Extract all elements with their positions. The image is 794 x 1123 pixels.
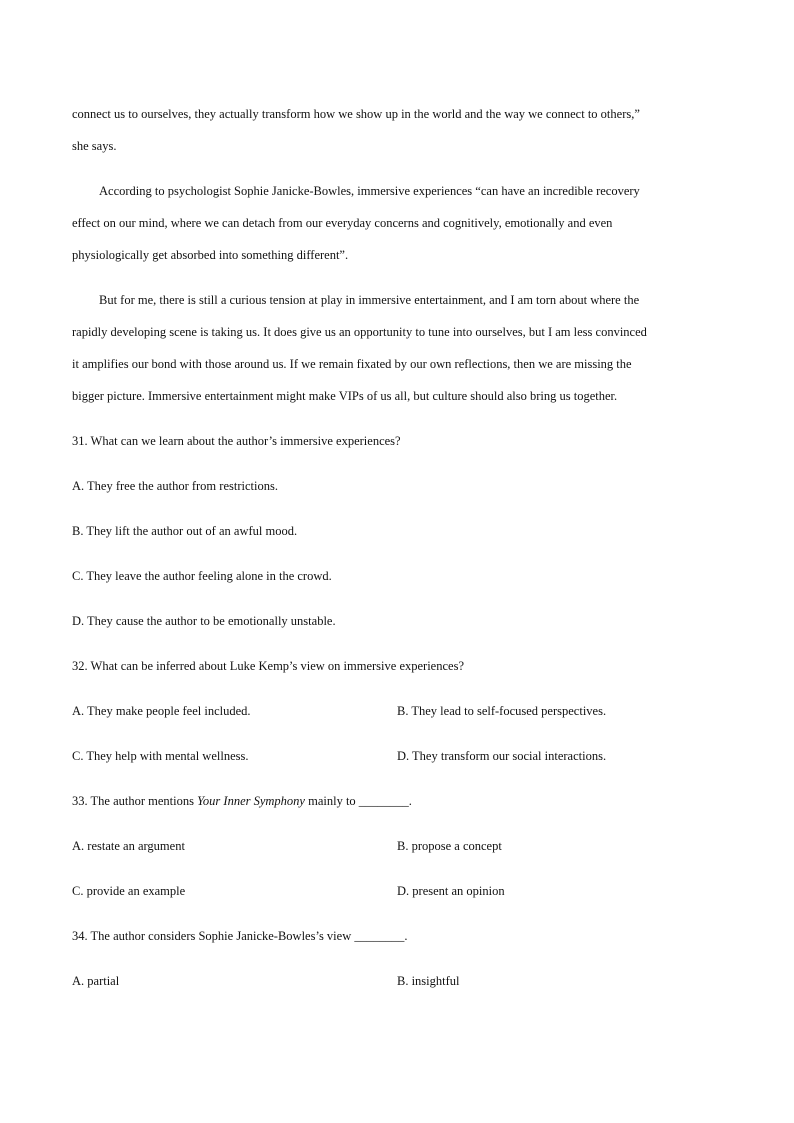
question-33-option-d: D. present an opinion	[397, 884, 505, 898]
passage-paragraph-2	[72, 175, 722, 271]
question-32-option-c: C. They help with mental wellness.	[72, 749, 249, 763]
question-33-option-a: A. restate an argument	[72, 839, 185, 853]
question-31-option-a: A. They free the author from restrictions.	[72, 479, 278, 493]
question-33-option-c: C. provide an example	[72, 884, 186, 898]
question-31-option-d: D. They cause the author to be emotionally unstable.	[72, 614, 336, 628]
question-33-stem	[72, 785, 722, 817]
question-32-option-a: A. They make people feel included.	[72, 704, 251, 718]
question-32-option-b: B. They lead to self-focused perspectives.	[397, 704, 607, 718]
text-line: According to psychologist Sophie Janicke-Bowles, immersive experiences “can have an incredible recovery	[99, 184, 640, 198]
text-line: she says.	[72, 139, 117, 153]
question-33-stem-title: Your Inner Symphony	[197, 794, 305, 808]
question-31-option-c: C. They leave the author feeling alone in the crowd.	[72, 569, 332, 583]
question-33-options-row-1	[72, 830, 722, 862]
question-32-stem: 32. What can be inferred about Luke Kemp’s view on immersive experiences?	[72, 659, 464, 673]
question-33-options-row-2	[72, 875, 722, 907]
question-32-options-row-2	[72, 740, 722, 772]
question-33-stem-prefix: 33. The author mentions	[72, 794, 198, 808]
text-line: connect us to ourselves, they actually transform how we show up in the world and the way we connect to others,”	[72, 107, 640, 121]
text-line: physiologically get absorbed into something different”.	[72, 248, 349, 262]
question-31-stem: 31. What can we learn about the author’s immersive experiences?	[72, 434, 401, 448]
question-32-option-d: D. They transform our social interactions.	[397, 749, 607, 763]
question-34-options-row-1	[72, 965, 722, 997]
text-line: bigger picture. Immersive entertainment might make VIPs of us all, but culture should also bring us together.	[72, 389, 618, 403]
question-34-stem: 34. The author considers Sophie Janicke-Bowles’s view ________.	[72, 929, 408, 943]
text-line: But for me, there is still a curious tension at play in immersive entertainment, and I am torn about where the	[99, 293, 640, 307]
question-34-option-b: B. insightful	[397, 974, 460, 988]
document-page	[72, 98, 722, 1010]
question-31-option-b: B. They lift the author out of an awful mood.	[72, 524, 298, 538]
text-line: rapidly developing scene is taking us. It does give us an opportunity to tune into ourselves, but I am less convinced	[72, 325, 647, 339]
passage-paragraph-3	[72, 284, 722, 412]
text-line: effect on our mind, where we can detach from our everyday concerns and cognitively, emotionally and even	[72, 216, 613, 230]
text-line: it amplifies our bond with those around us. If we remain fixated by our own reflections, then we are missing the	[72, 357, 632, 371]
question-33-option-b: B. propose a concept	[397, 839, 502, 853]
question-33-stem-suffix: mainly to ________.	[304, 794, 412, 808]
question-32-options-row-1	[72, 695, 722, 727]
question-34-option-a: A. partial	[72, 974, 120, 988]
passage-paragraph-1	[72, 98, 722, 162]
